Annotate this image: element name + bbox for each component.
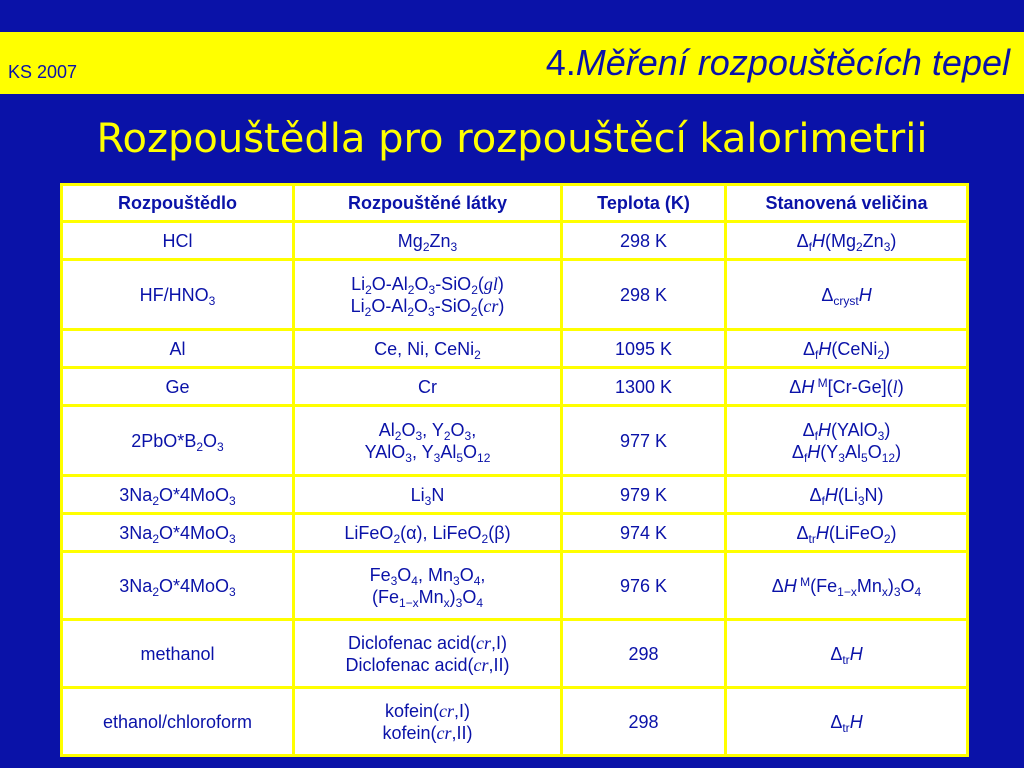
column-header: Stanovená veličina [726,185,968,222]
cell-temperature: 976 K [562,552,726,620]
cell-quantity: $\Delta_{tr}H$ [726,688,968,756]
cell-temperature: 977 K [562,406,726,476]
cell-quantity: $\Delta_{cryst}H$ [726,260,968,330]
column-header: Rozpouštěné látky [294,185,562,222]
table-row [62,620,968,688]
cell-temperature: 298 [562,620,726,688]
cell-solutes: Cr [294,368,562,406]
slide-subtitle: Rozpouštědla pro rozpouštěcí kalorimetrii [96,116,928,162]
cell-solutes: $Mg_2Zn_3$ [294,222,562,260]
table-row [62,330,968,368]
cell-quantity: $\Delta_fH(Li_3N)$ [726,476,968,514]
cell-temperature: 1300 K [562,368,726,406]
cell-solvent: Al [62,330,294,368]
cell-solutes: $Fe_3O_4$, $Mn_3O_4$, $(Fe_{1-x}Mn_x)_3O_4$ [294,552,562,620]
column-header: Rozpouštědlo [62,185,294,222]
table-row [62,368,968,406]
cell-solutes: kofein(cr,I) kofein(cr,II) [294,688,562,756]
cell-solvent: $3Na_2O*4MoO_3$ [62,476,294,514]
header-bar [0,30,1024,94]
cell-temperature: 1095 K [562,330,726,368]
cell-solvent: Ge [62,368,294,406]
cell-solvent: $HF/HNO_3$ [62,260,294,330]
table-row [62,476,968,514]
solvents-table [60,183,969,757]
cell-solutes: $Li_2O-Al_2O_3-SiO_2(gl)$ $Li_2O-Al_2O_3-SiO_2(cr)$ [294,260,562,330]
cell-solvent: $3Na_2O*4MoO_3$ [62,552,294,620]
cell-quantity: ΔH $^M$[Cr-Ge](l) [726,368,968,406]
cell-solvent: methanol [62,620,294,688]
table-row [62,688,968,756]
cell-solutes: Ce, Ni, CeNi$_2$ [294,330,562,368]
cell-temperature: 979 K [562,476,726,514]
table-row [62,552,968,620]
slide-title [546,42,1010,84]
title-number: 4. [545,42,576,83]
cell-temperature: 298 [562,688,726,756]
cell-solvent: HCl [62,222,294,260]
table-row [62,222,968,260]
cell-solvent: $2PbO*B_2O_3$ [62,406,294,476]
table-header-row [62,185,968,222]
cell-quantity: $\Delta_fH(YAlO_3)$ $\Delta_fH(Y_3Al_5O_{12})$ [726,406,968,476]
cell-quantity: $\Delta_fH(CeNi_2)$ [726,330,968,368]
title-text: Měření rozpouštěcích tepel [575,42,1010,83]
cell-temperature: 974 K [562,514,726,552]
cell-quantity: $\Delta_fH(Mg_2Zn_3)$ [726,222,968,260]
cell-quantity: $\Delta_{tr}H$ [726,620,968,688]
column-header: Teplota (K) [562,185,726,222]
cell-solutes: $Li_3N$ [294,476,562,514]
cell-solvent: $3Na_2O*4MoO_3$ [62,514,294,552]
table-row [62,406,968,476]
cell-temperature: 298 K [562,260,726,330]
cell-temperature: 298 K [562,222,726,260]
cell-quantity: ΔH $^M(Fe_{1-x}Mn_x)_3O_4$ [726,552,968,620]
cell-solutes: Diclofenac acid(cr,I) Diclofenac acid(cr,II) [294,620,562,688]
cell-solutes: $Al_2O_3$, $Y_2O_3$, YAlO$_3$, $Y_3Al_5O_{12}$ [294,406,562,476]
course-label: KS 2007 [8,62,78,82]
cell-quantity: $\Delta_{tr}H(LiFeO_2)$ [726,514,968,552]
cell-solutes: LiFeO$_2$(α), LiFeO$_2$(β) [294,514,562,552]
table-row [62,514,968,552]
cell-solvent: ethanol/chloroform [62,688,294,756]
table-row [62,260,968,330]
